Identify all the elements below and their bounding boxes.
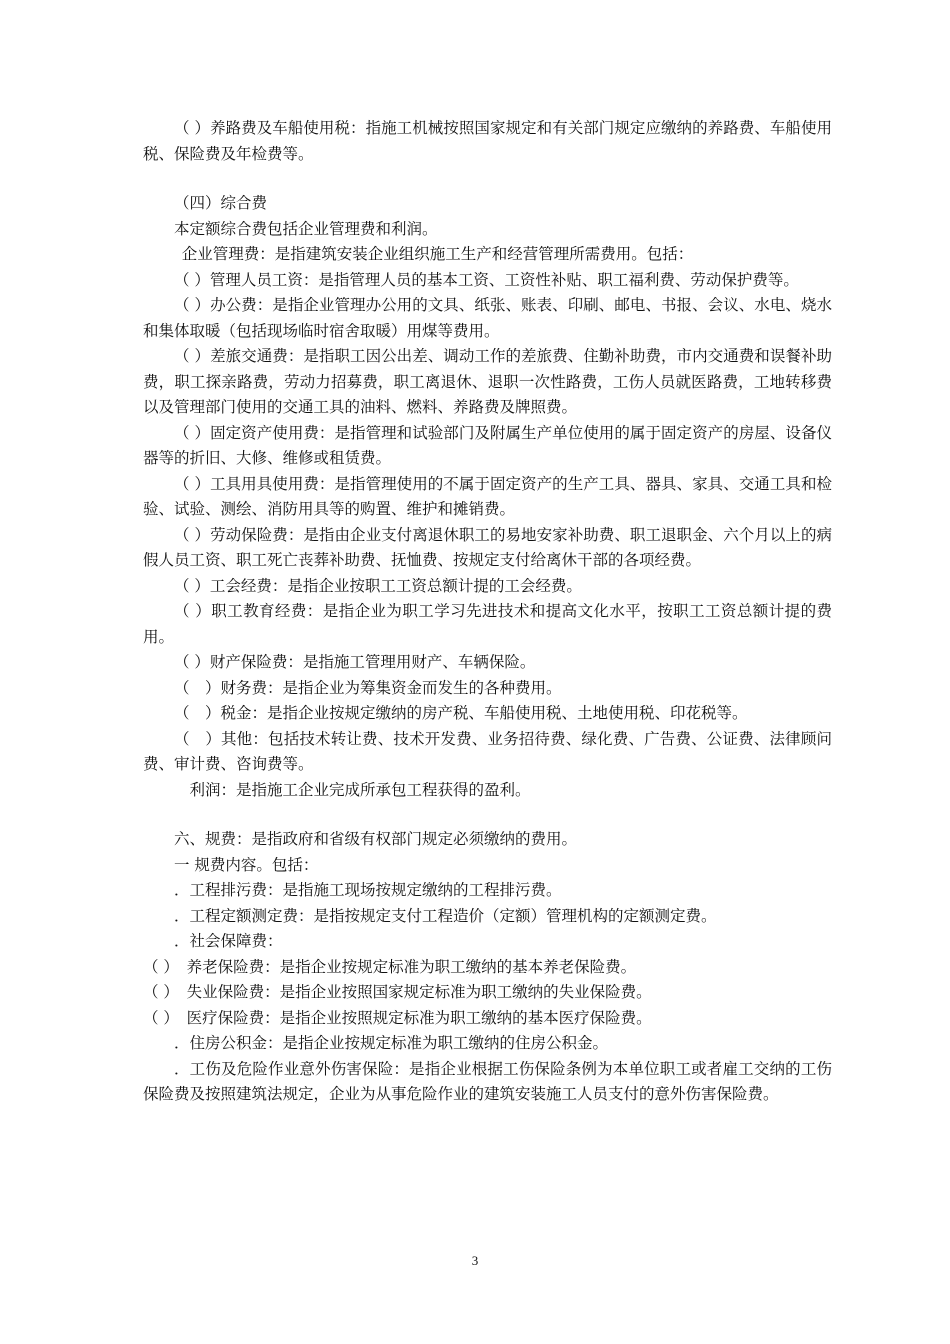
list-item: （ ）其他：包括技术转让费、技术开发费、业务招待费、绿化费、广告费、公证费、法律顾问费、审计费、咨询费等。 <box>143 729 832 773</box>
paragraph-management-fee: 企业管理费：是指建筑安装企业组织施工生产和经营管理所需费用。包括： <box>181 245 694 263</box>
list-item: （ ）管理人员工资：是指管理人员的基本工资、工资性补贴、职工福利费、劳动保护费等。 <box>174 270 799 289</box>
list-item: （ ）劳动保险费：是指由企业支付离退休职工的易地安家补助费、职工退职金、六个月以上的病假人员工资、职工死亡丧葬补助费、抚恤费、按规定支付给离休干部的各项经费。 <box>143 525 832 569</box>
list-item: （ ）财产保险费：是指施工管理用财产、车辆保险。 <box>174 653 536 671</box>
list-item: （ ）职工教育经费：是指企业为职工学习先进技术和提高文化水平，按职工工资总额计提的费用。 <box>143 602 832 646</box>
list-item: （ ）财务费：是指企业为筹集资金而发生的各种费用。 <box>174 678 562 697</box>
list-item: （ ） 养老保险费：是指企业按规定标准为职工缴纳的基本养老保险费。 <box>143 957 637 976</box>
list-item: （ ）工会经费：是指企业按职工工资总额计提的工会经费。 <box>174 576 582 595</box>
subsection-heading-fee-contents: 一 规费内容。包括： <box>174 855 319 874</box>
list-item: ．工伤及危险作业意外伤害保险：是指企业根据工伤保险条例为本单位职工或者雇工交纳的工伤保险费及按照建筑法规定，企业为从事危险作业的建筑安装施工人员支付的意外伤害保险费。 <box>143 1059 832 1103</box>
list-item: （ ）差旅交通费：是指职工因公出差、调动工作的差旅费、住勤补助费，市内交通费和误餐补助费，职工探亲路费，劳动力招募费，职工离退休、退职一次性路费，工伤人员就医路费，工地转移费以及管理部门使用的交通工具的油料、燃料、养路费及牌照费。 <box>143 347 832 416</box>
list-item: （ ） 失业保险费：是指企业按照国家规定标准为职工缴纳的失业保险费。 <box>143 983 652 1001</box>
list-item: （ ）税金：是指企业按规定缴纳的房产税、车船使用税、土地使用税、印花税等。 <box>174 704 748 722</box>
list-item: ．住房公积金：是指企业按规定标准为职工缴纳的住房公积金。 <box>174 1034 609 1052</box>
list-item: （ ） 医疗保险费：是指企业按照规定标准为职工缴纳的基本医疗保险费。 <box>143 1008 652 1027</box>
list-item: ．工程排污费：是指施工现场按规定缴纳的工程排污费。 <box>174 881 562 899</box>
section-heading-comprehensive-fee: （四）综合费 <box>174 194 268 212</box>
list-item: （ ）固定资产使用费：是指管理和试验部门及附属生产单位使用的属于固定资产的房屋、设备仪器等的折旧、大修、维修或租赁费。 <box>143 423 832 467</box>
list-item: ．工程定额测定费：是指按规定支付工程造价（定额）管理机构的定额测定费。 <box>174 906 717 925</box>
page-number: 3 <box>471 1253 479 1268</box>
paragraph-comprehensive-definition: 本定额综合费包括企业管理费和利润。 <box>174 219 438 238</box>
paragraph-road-tax: （ ）养路费及车船使用税：指施工机械按照国家规定和有关部门规定应缴纳的养路费、车船使用税、保险费及年检费等。 <box>143 119 832 163</box>
list-item: ．社会保障费： <box>174 932 283 950</box>
paragraph-profit: 利润：是指施工企业完成所承包工程获得的盈利。 <box>189 780 531 799</box>
list-item: （ ）办公费：是指企业管理办公用的文具、纸张、账表、印刷、邮电、书报、会议、水电、烧水和集体取暖（包括现场临时宿舍取暖）用煤等费用。 <box>143 296 832 340</box>
section-heading-regulatory-fees: 六、规费：是指政府和省级有权部门规定必须缴纳的费用。 <box>174 830 578 848</box>
list-item: （ ）工具用具使用费：是指管理使用的不属于固定资产的生产工具、器具、家具、交通工具和检验、试验、测绘、消防用具等的购置、维护和摊销费。 <box>143 474 832 518</box>
